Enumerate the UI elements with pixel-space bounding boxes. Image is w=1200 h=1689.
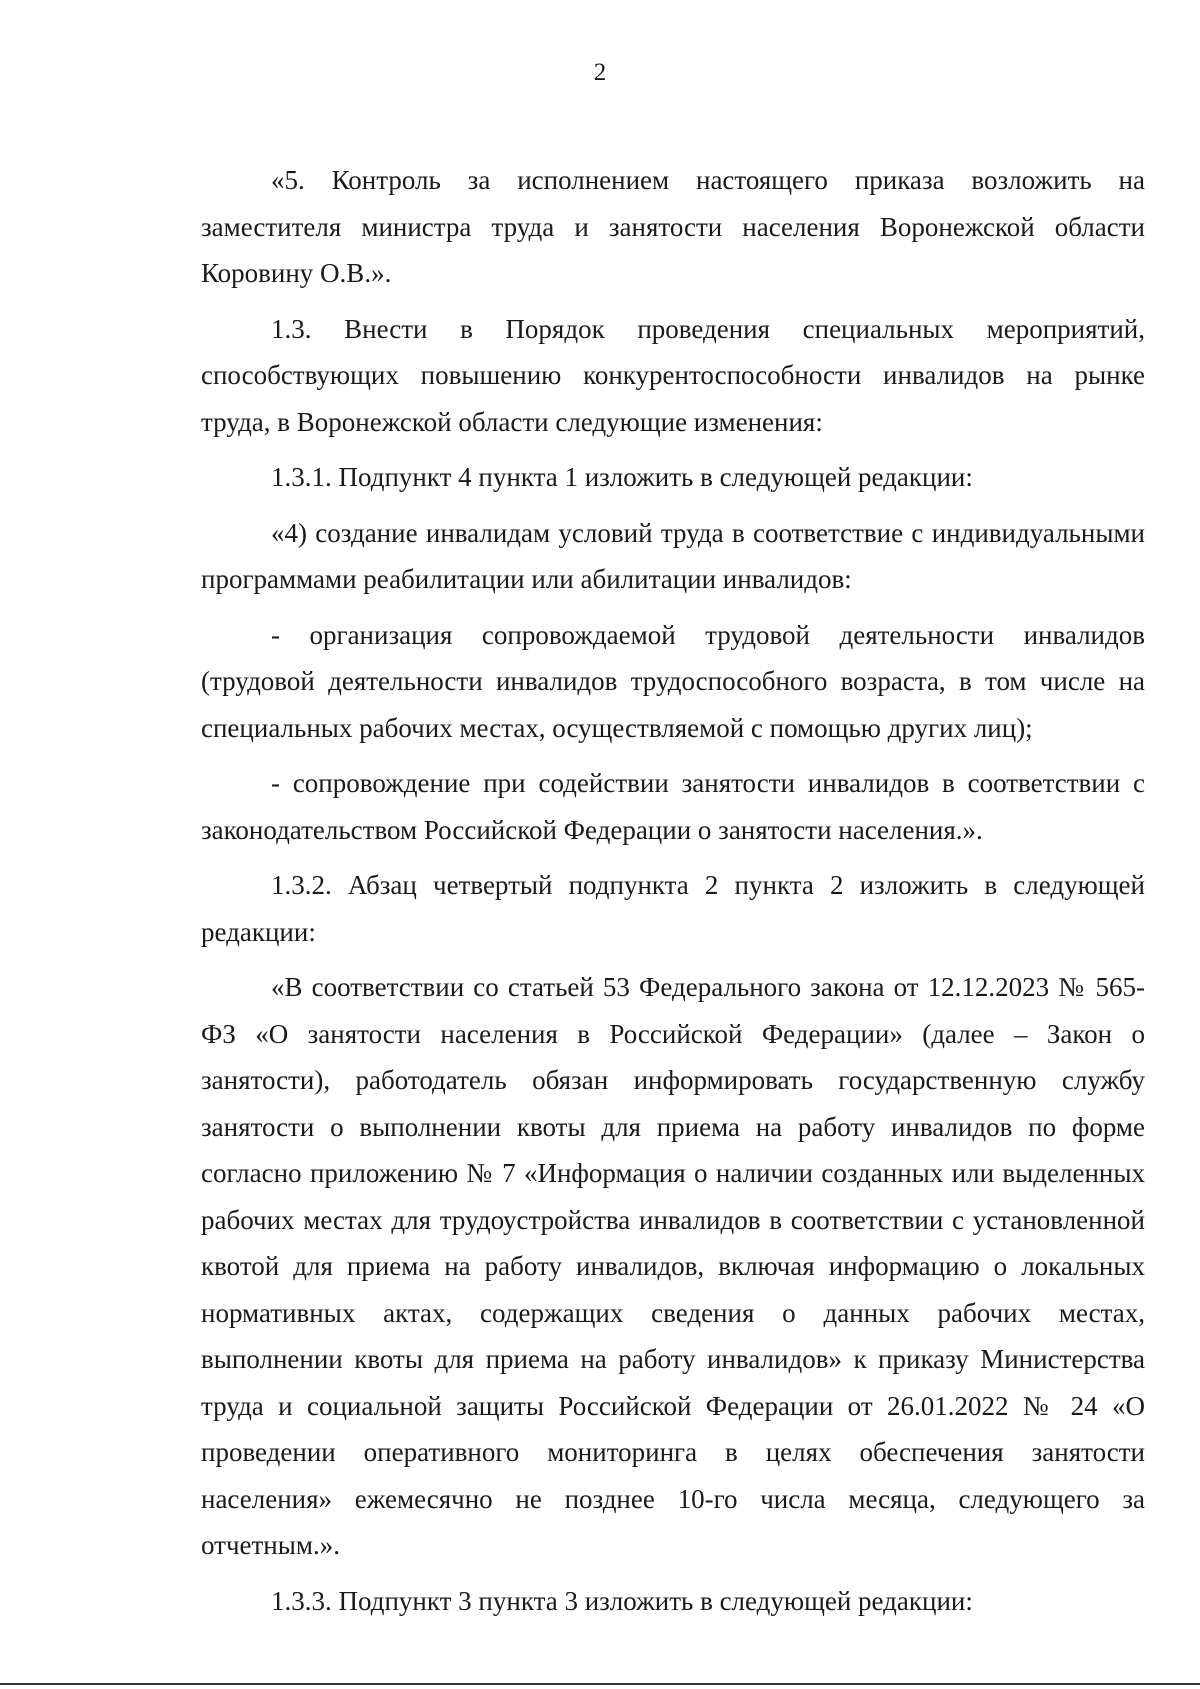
scan-bottom-edge-line [0, 1683, 1200, 1685]
page-number: 2 [593, 59, 607, 86]
paragraph-control-clause: «5. Контроль за исполнением настоящего приказа возложить на заместителя министра труда и занятости населения Воронежской области Коровину О.В.». [201, 165, 1145, 288]
paragraph-1-3: 1.3. Внести в Порядок проведения специальных мероприятий, способствующих повышению конкурентоспособности инвалидов на рынке труда, в Воронежской области следующие изменения: [201, 313, 1145, 437]
paragraph-quota-text: «В соответствии со статьей 53 Федерального закона от 12.12.2023 № 565-ФЗ «О занятости населения в Российской Федерации» (далее – Закон о занятости), работодатель обязан информировать государственную службу занятости о выполнении квоты для приема на работу инвалидов по форме согласно приложению № 7 «Информация о наличии созданных или выделенных рабочих местах для трудоустройства инвалидов в соответствии с установленной квотой для приема на работу инвалидов, включая информацию о локальных нормативных актах, содержащих сведения о данных рабочих местах, выполнении квоты для приема на работу инвалидов» к приказу Министерства труда и социальной защиты Российской Федерации от 26.01.2022 № 24 «О проведении оперативного мониторинга в целях обеспечения занятости населения» ежемесячно не позднее 10-го числа месяца, следующего за отчетным.». [201, 972, 1145, 1560]
document-body [201, 157, 1145, 1624]
paragraph-1-3-3: 1.3.3. Подпункт 3 пункта 3 изложить в следующей редакции: [271, 1585, 973, 1616]
paragraph-subitem-4: «4) создание инвалидам условий труда в соответствие с индивидуальными программами реабилитации или абилитации инвалидов: [201, 517, 1145, 594]
paragraph-bullet-1: - организация сопровождаемой трудовой деятельности инвалидов (трудовой деятельности инвалидов трудоспособного возраста, в том числе на специальных рабочих местах, осуществляемой с помощью других лиц); [201, 619, 1145, 743]
paragraph-1-3-2: 1.3.2. Абзац четвертый подпункта 2 пункта 2 изложить в следующей редакции: [201, 870, 1145, 947]
paragraph-bullet-2: - сопровождение при содействии занятости инвалидов в соответствии с законодательством Российской Федерации о занятости населения.». [201, 768, 1145, 845]
paragraph-1-3-1: 1.3.1. Подпункт 4 пункта 1 изложить в следующей редакции: [271, 462, 973, 492]
